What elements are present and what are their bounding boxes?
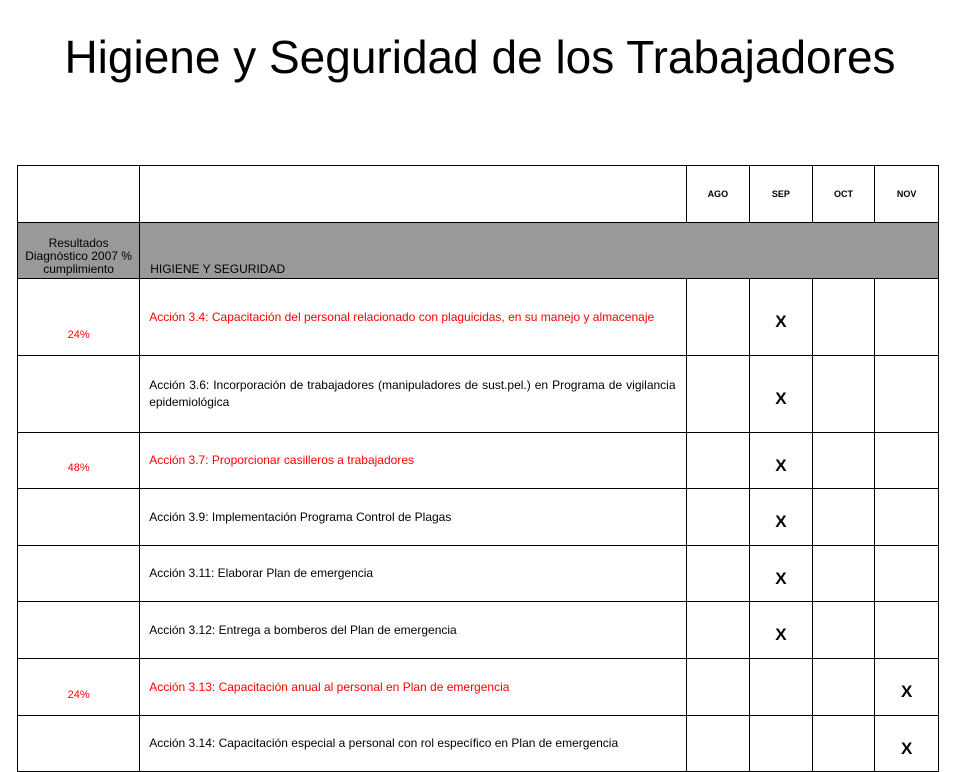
month-cell-ago xyxy=(686,279,750,356)
month-cell-ago xyxy=(686,659,750,716)
section-header-row xyxy=(18,223,939,279)
month-cell-oct xyxy=(812,659,875,716)
schedule-mark: X xyxy=(750,356,813,433)
table-row xyxy=(18,659,939,716)
action-description: Acción 3.9: Implementación Programa Control de Plagas xyxy=(140,489,686,546)
compliance-percent: 24% xyxy=(18,659,140,716)
compliance-percent xyxy=(18,602,140,659)
action-description: Acción 3.14: Capacitación especial a personal con rol específico en Plan de emergencia xyxy=(140,716,686,772)
month-header-ago: AGO xyxy=(686,166,750,223)
month-cell-oct xyxy=(812,279,875,356)
results-header: Resultados Diagnóstico 2007 % cumplimiento xyxy=(18,223,140,279)
action-description: Acción 3.7: Proporcionar casilleros a trabajadores xyxy=(140,433,686,489)
table-row xyxy=(18,433,939,489)
month-cell-ago xyxy=(686,546,750,602)
month-cell-ago xyxy=(686,602,750,659)
table-row xyxy=(18,489,939,546)
section-title: HIGIENE Y SEGURIDAD xyxy=(140,223,939,279)
compliance-percent: 24% xyxy=(18,279,140,356)
schedule-mark: X xyxy=(750,546,813,602)
month-cell-oct xyxy=(812,546,875,602)
schedule-mark: X xyxy=(875,716,939,772)
month-header-sep: SEP xyxy=(750,166,813,223)
month-cell-sep xyxy=(750,659,813,716)
month-cell-oct xyxy=(812,489,875,546)
month-cell-nov xyxy=(875,433,939,489)
empty-header-cell xyxy=(18,166,140,223)
table-row xyxy=(18,356,939,433)
month-cell-ago xyxy=(686,716,750,772)
month-cell-nov xyxy=(875,279,939,356)
month-cell-ago xyxy=(686,489,750,546)
month-header-oct: OCT xyxy=(812,166,875,223)
action-description: Acción 3.12: Entrega a bomberos del Plan de emergencia xyxy=(140,602,686,659)
month-cell-ago xyxy=(686,433,750,489)
action-description: Acción 3.11: Elaborar Plan de emergencia xyxy=(140,546,686,602)
table-row xyxy=(18,716,939,772)
schedule-table xyxy=(17,165,939,772)
month-cell-nov xyxy=(875,602,939,659)
schedule-mark: X xyxy=(750,489,813,546)
action-description: Acción 3.6: Incorporación de trabajadores (manipuladores de sust.pel.) en Programa de vigilancia epidemiológica xyxy=(140,356,686,433)
month-cell-oct xyxy=(812,433,875,489)
month-cell-ago xyxy=(686,356,750,433)
compliance-percent xyxy=(18,489,140,546)
schedule-mark: X xyxy=(875,659,939,716)
schedule-mark: X xyxy=(750,602,813,659)
action-description: Acción 3.13: Capacitación anual al personal en Plan de emergencia xyxy=(140,659,686,716)
compliance-percent xyxy=(18,356,140,433)
compliance-percent: 48% xyxy=(18,433,140,489)
month-cell-nov xyxy=(875,489,939,546)
month-cell-nov xyxy=(875,546,939,602)
action-description: Acción 3.4: Capacitación del personal relacionado con plaguicidas, en su manejo y almacenaje xyxy=(140,279,686,356)
month-cell-oct xyxy=(812,602,875,659)
month-cell-oct xyxy=(812,356,875,433)
month-cell-oct xyxy=(812,716,875,772)
empty-header-cell xyxy=(140,166,686,223)
schedule-mark: X xyxy=(750,279,813,356)
schedule-mark: X xyxy=(750,433,813,489)
month-cell-nov xyxy=(875,356,939,433)
month-cell-sep xyxy=(750,716,813,772)
table-row xyxy=(18,602,939,659)
table-row xyxy=(18,546,939,602)
compliance-percent xyxy=(18,546,140,602)
month-header-row xyxy=(18,166,939,223)
page-title: Higiene y Seguridad de los Trabajadores xyxy=(64,31,896,83)
table-row xyxy=(18,279,939,356)
compliance-percent xyxy=(18,716,140,772)
month-header-nov: NOV xyxy=(875,166,939,223)
